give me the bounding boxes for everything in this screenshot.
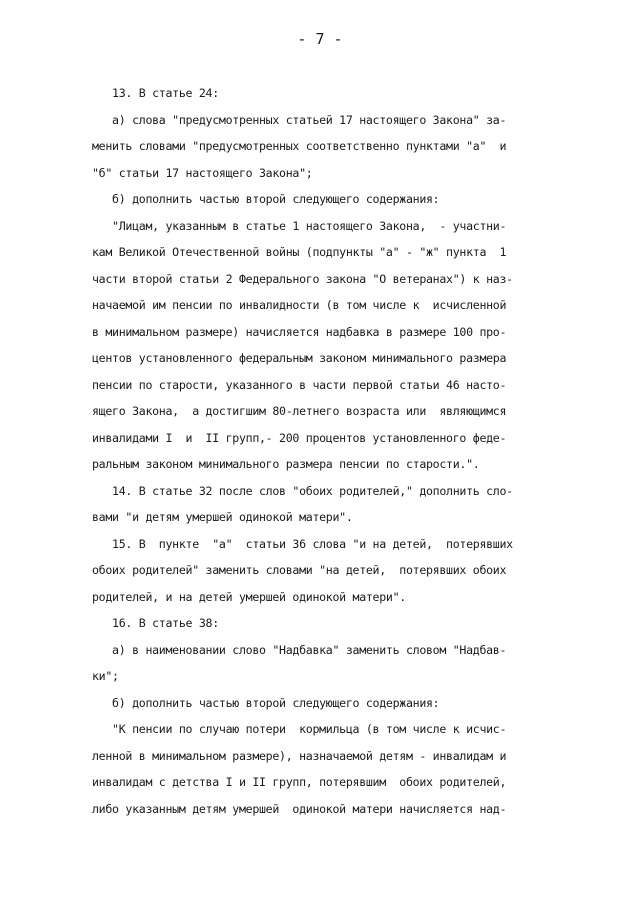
text-line: ленной в минимальном размере), назначаемой детям - инвалидам и (92, 748, 507, 763)
text-line: вами "и детям умершей одинокой матери". (92, 510, 353, 524)
text-line: 16. В статье 38: (92, 616, 219, 630)
text-line: либо указанным детям умершей одинокой матери начисляется над- (92, 801, 507, 816)
text-line: обоих родителей" заменить словами "на детей, потерявших обоих (92, 563, 507, 577)
text-line: "Лицам, указанным в статье 1 настоящего Закона, - участни- (92, 218, 507, 233)
text-line: ральным законом минимального размера пенсии по старости.". (92, 457, 480, 471)
text-line: пенсии по старости, указанного в части первой статьи 46 насто- (92, 377, 507, 392)
text-line: "К пенсии по случаю потери кормильца (в том числе к исчис- (92, 722, 507, 736)
page-number: - 7 - (297, 30, 343, 48)
document-body (92, 80, 513, 822)
text-line: б) дополнить частью второй следующего содержания: (92, 695, 440, 710)
text-line: центов установленного федеральным законом минимального размера (92, 351, 507, 365)
text-line: менить словами "предусмотренных соответственно пунктами "а" и (92, 139, 507, 153)
text-line: кам Великой Отечественной войны (подпункты "а" - "ж" пункта 1 (92, 245, 507, 259)
text-line: ящего Закона, а достигшим 80-летнего возраста или являющимся (92, 404, 507, 418)
text-line: б) дополнить частью второй следующего содержания: (92, 192, 440, 206)
text-line: инвалидам с детства I и II групп, потерявшим обоих родителей, (92, 775, 507, 789)
text-line: родителей, и на детей умершей одинокой матери". (92, 589, 406, 604)
text-line: а) слова "предусмотренных статьей 17 настоящего Закона" за- (92, 112, 507, 127)
text-line: начаемой им пенсии по инвалидности (в том числе к исчисленной (92, 298, 507, 312)
text-line: инвалидами I и II групп,- 200 процентов установленного феде- (92, 430, 507, 445)
text-line: ки"; (92, 669, 119, 683)
text-line: а) в наименовании слово "Надбавка" заменить словом "Надбав- (92, 642, 507, 657)
text-line: 15. В пункте "а" статьи 36 слова "и на детей, потерявших (92, 536, 513, 551)
text-line: 14. В статье 32 после слов "обоих родителей," дополнить сло- (92, 483, 513, 498)
text-line: части второй статьи 2 Федерального закона "О ветеранах") к наз- (92, 271, 513, 286)
text-line: "б" статьи 17 настоящего Закона"; (92, 165, 313, 180)
text-line: в минимальном размере) начисляется надбавка в размере 100 про- (92, 324, 507, 339)
text-line: 13. В статье 24: (92, 86, 219, 100)
